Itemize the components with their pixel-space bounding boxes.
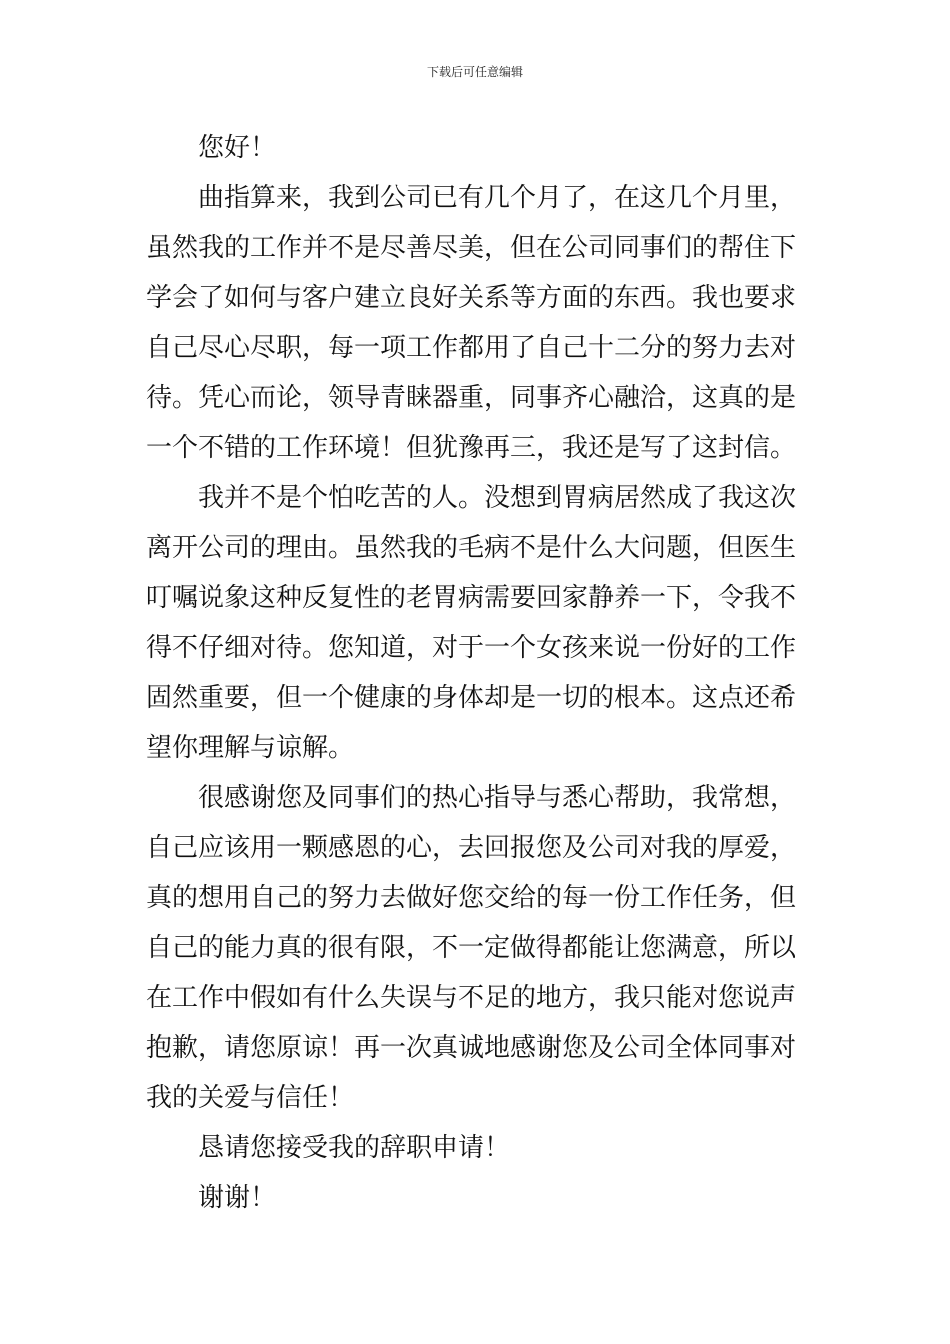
- text-line: 自己尽心尽职，每一项工作都用了自己十二分的努力去对: [146, 333, 797, 363]
- text-line: 叮嘱说象这种反复性的老胃病需要回家静养一下，令我不: [146, 583, 797, 613]
- text-line: 待。凭心而论，领导青睐器重，同事齐心融洽，这真的是: [146, 383, 797, 413]
- text-line: 学会了如何与客户建立良好关系等方面的东西。我也要求: [146, 283, 797, 313]
- text-line: 恳请您接受我的辞职申请！: [198, 1133, 511, 1163]
- text-line: 自己应该用一颗感恩的心，去回报您及公司对我的厚爱，: [146, 833, 797, 863]
- text-line: 您好！: [198, 133, 277, 163]
- text-line: 真的想用自己的努力去做好您交给的每一份工作任务，但: [146, 883, 797, 913]
- text-line: 在工作中假如有什么失误与不足的地方，我只能对您说声: [146, 983, 797, 1013]
- text-line: 得不仔细对待。您知道，对于一个女孩来说一份好的工作: [146, 633, 797, 663]
- text-line: 虽然我的工作并不是尽善尽美，但在公司同事们的帮住下: [146, 233, 797, 263]
- text-line: 我的关爱与信任！: [146, 1083, 355, 1113]
- text-line: 抱歉，请您原谅！再一次真诚地感谢您及公司全体同事对: [146, 1033, 797, 1063]
- text-line: 我并不是个怕吃苦的人。没想到胃病居然成了我这次: [198, 483, 797, 513]
- text-line: 一个不错的工作环境！但犹豫再三，我还是写了这封信。: [146, 433, 797, 463]
- text-line: 离开公司的理由。虽然我的毛病不是什么大问题，但医生: [146, 533, 797, 563]
- text-line: 自己的能力真的很有限，不一定做得都能让您满意，所以: [146, 933, 797, 963]
- text-line: 很感谢您及同事们的热心指导与悉心帮助，我常想，: [198, 783, 797, 813]
- text-line: 望你理解与谅解。: [146, 733, 355, 763]
- text-line: 曲指算来，我到公司已有几个月了，在这几个月里，: [198, 183, 797, 213]
- page-header: 下载后可任意编辑: [426, 65, 523, 79]
- text-line: 固然重要，但一个健康的身体却是一切的根本。这点还希: [146, 683, 797, 713]
- letter-body: [146, 123, 806, 1223]
- text-line: 谢谢！: [198, 1183, 277, 1213]
